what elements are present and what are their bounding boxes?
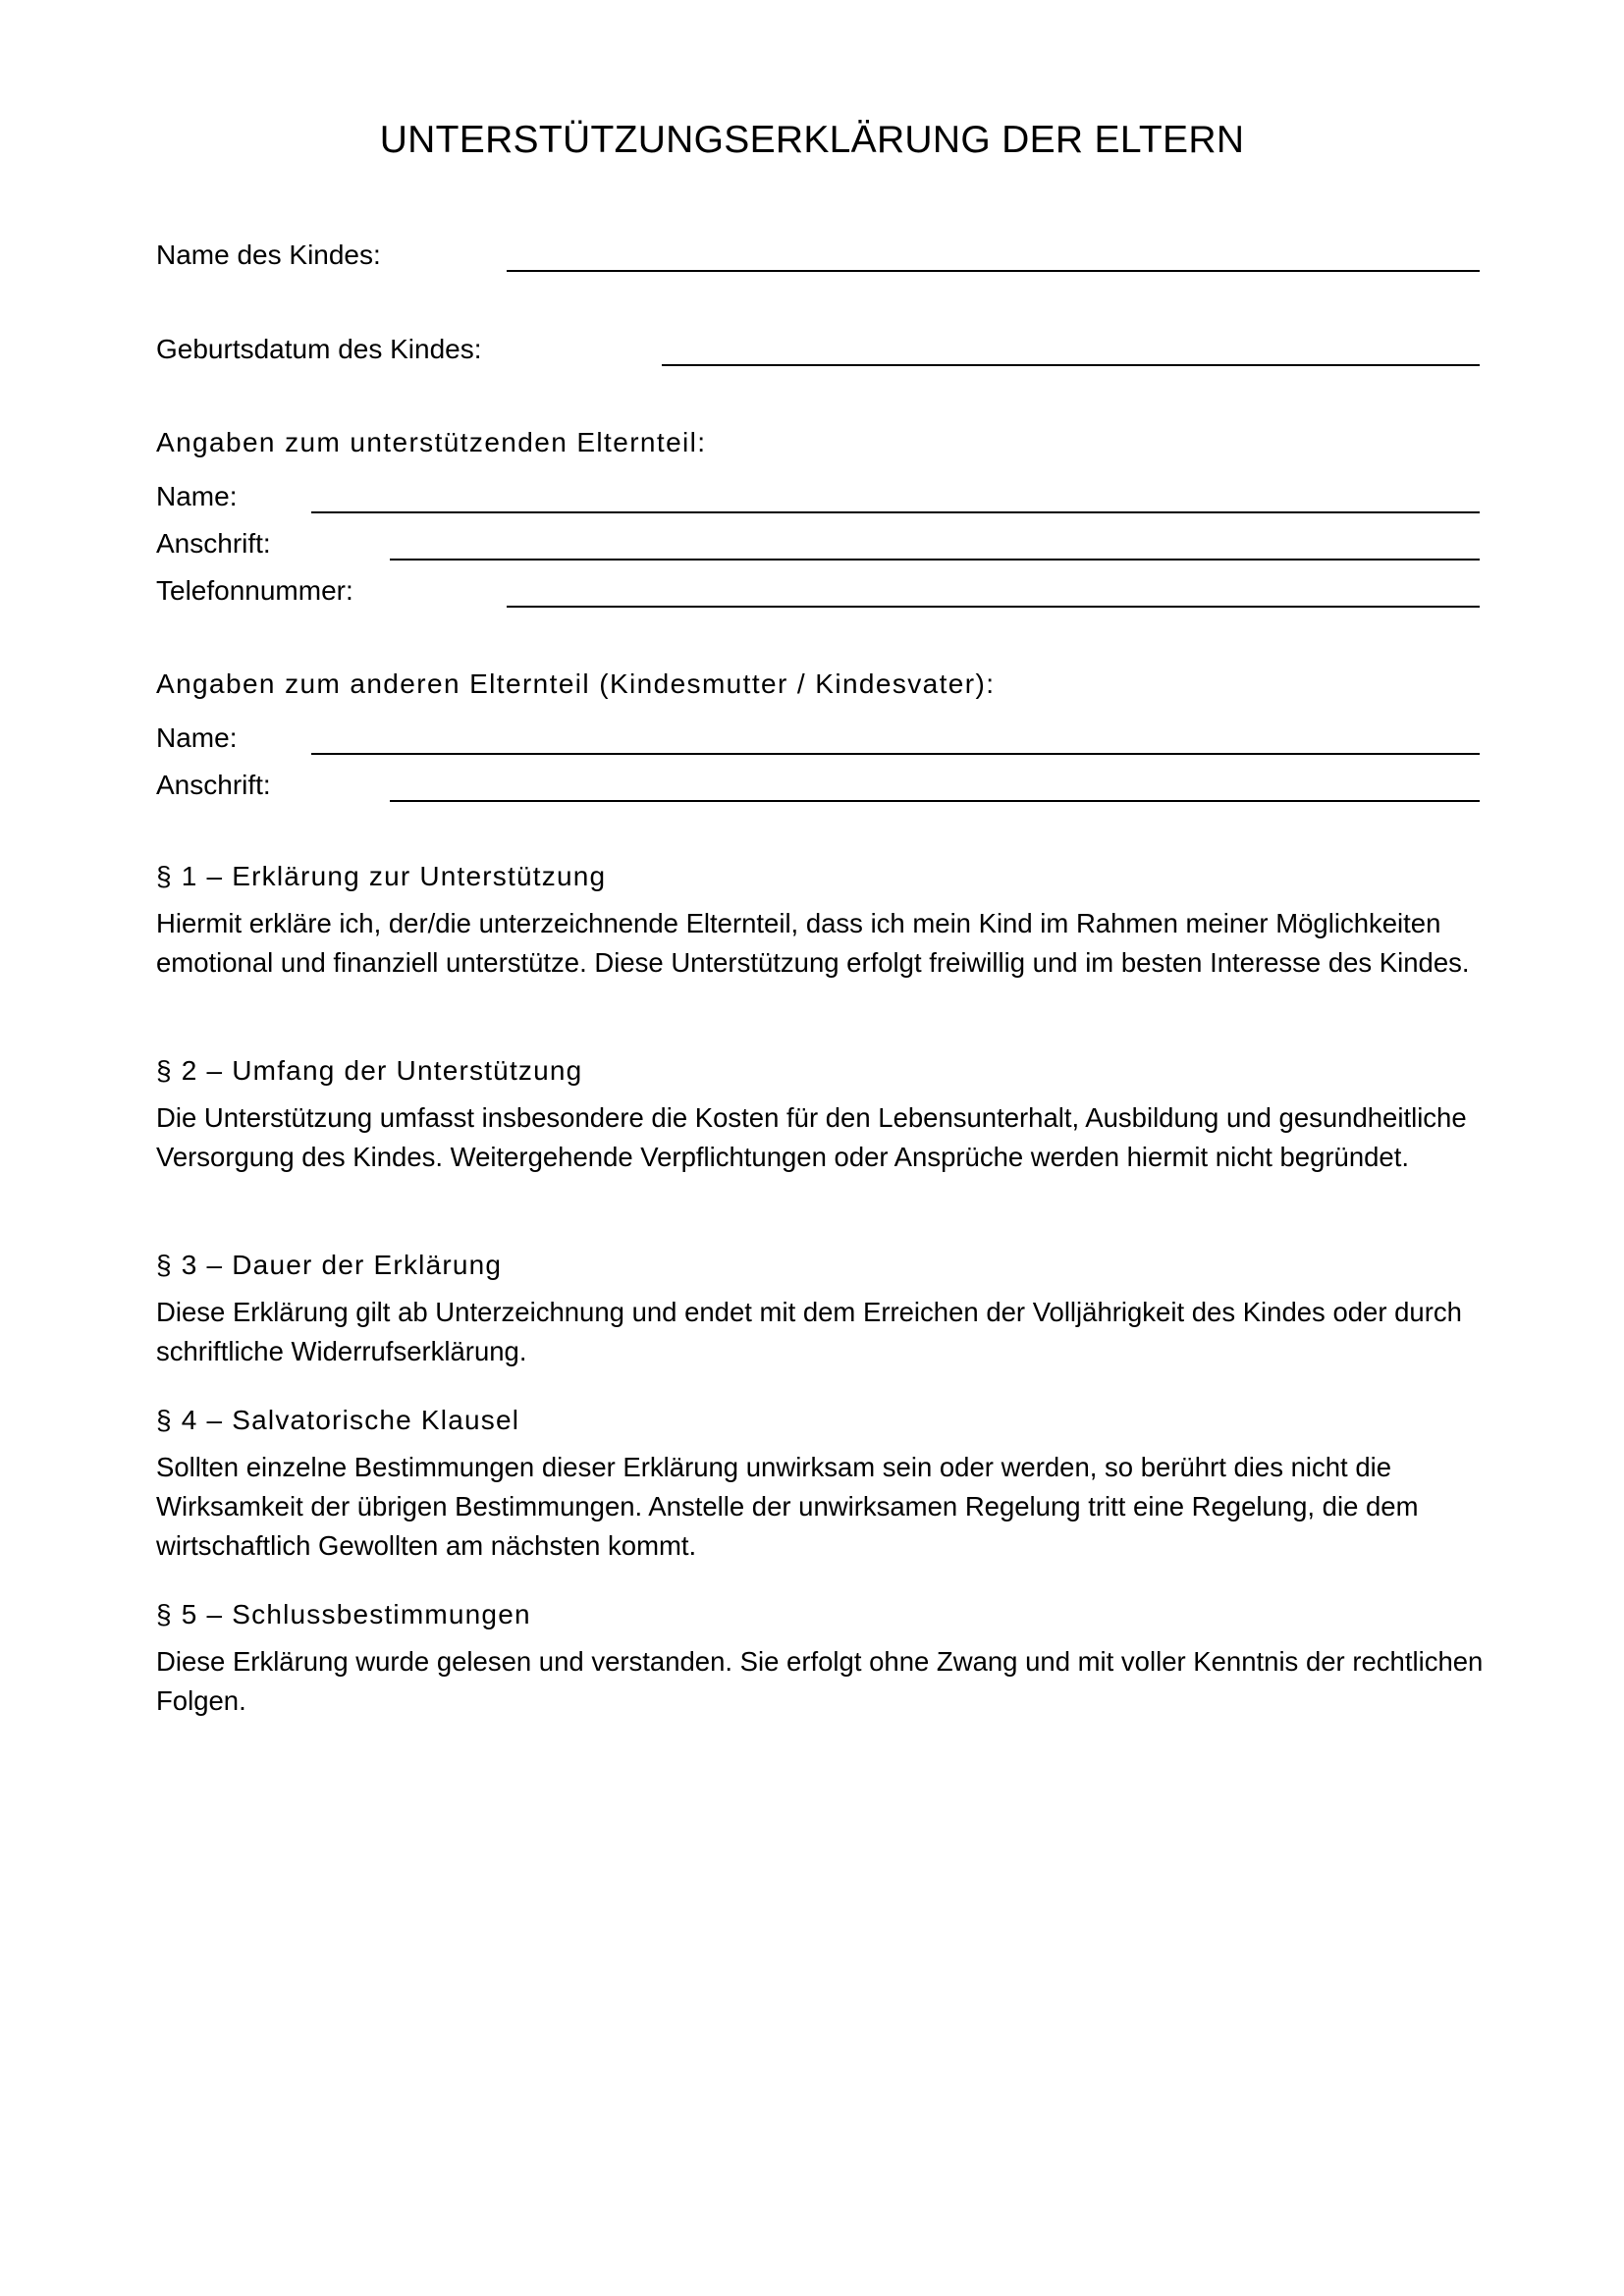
supporting-parent-phone-label: Telefonnummer: <box>156 575 353 606</box>
child-name-line[interactable] <box>507 270 1480 272</box>
other-parent-name-line[interactable] <box>311 753 1480 755</box>
other-parent-heading: Angaben zum anderen Elternteil (Kindesmutter / Kindesvater): <box>156 668 996 699</box>
other-parent-address-line[interactable] <box>390 800 1480 802</box>
supporting-parent-name-line[interactable] <box>311 511 1480 513</box>
section-1-heading: § 1 – Erklärung zur Unterstützung <box>156 861 607 891</box>
section-2-body: Die Unterstützung umfasst insbesondere die Kosten für den Lebensunterhalt, Ausbildung und gesundheitliche Versorgung des Kindes. Weitergehende Verpflichtungen oder Ansprüche werden hiermit nicht begründet. <box>156 1102 1467 1172</box>
section-5-body: Diese Erklärung wurde gelesen und verstanden. Sie erfolgt ohne Zwang und mit voller Kenntnis der rechtlichen Folgen. <box>156 1646 1484 1716</box>
supporting-parent-name-label: Name: <box>156 481 238 511</box>
supporting-parent-address-line[interactable] <box>390 559 1480 561</box>
document-title: UNTERSTÜTZUNGSERKLÄRUNG DER ELTERN <box>379 119 1245 161</box>
child-birthdate-line[interactable] <box>662 364 1480 366</box>
section-3-body: Diese Erklärung gilt ab Unterzeichnung und endet mit dem Erreichen der Volljährigkeit des Kindes oder durch schriftliche Widerrufserklärung. <box>156 1297 1462 1366</box>
section-2-heading: § 2 – Umfang der Unterstützung <box>156 1055 583 1086</box>
section-3-heading: § 3 – Dauer der Erklärung <box>156 1250 503 1280</box>
child-name-label: Name des Kindes: <box>156 240 381 270</box>
supporting-parent-phone-line[interactable] <box>507 606 1480 608</box>
section-4-body: Sollten einzelne Bestimmungen dieser Erklärung unwirksam sein oder werden, so berührt dies nicht die Wirksamkeit der übrigen Bestimmungen. Anstelle der unwirksamen Regelung tritt eine Regelung, die dem wirtschaftlich Gewollten am nächsten kommt. <box>156 1452 1419 1561</box>
supporting-parent-address-label: Anschrift: <box>156 528 271 559</box>
section-1-body: Hiermit erkläre ich, der/die unterzeichnende Elternteil, dass ich mein Kind im Rahmen meiner Möglichkeiten emotional und finanziell unterstütze. Diese Unterstützung erfolgt freiwillig und im besten Interesse des Kindes. <box>156 908 1470 978</box>
section-5-heading: § 5 – Schlussbestimmungen <box>156 1599 531 1629</box>
child-birthdate-label: Geburtsdatum des Kindes: <box>156 334 482 364</box>
other-parent-name-label: Name: <box>156 722 238 753</box>
other-parent-address-label: Anschrift: <box>156 770 271 800</box>
section-4-heading: § 4 – Salvatorische Klausel <box>156 1405 520 1435</box>
supporting-parent-heading: Angaben zum unterstützenden Elternteil: <box>156 427 707 457</box>
